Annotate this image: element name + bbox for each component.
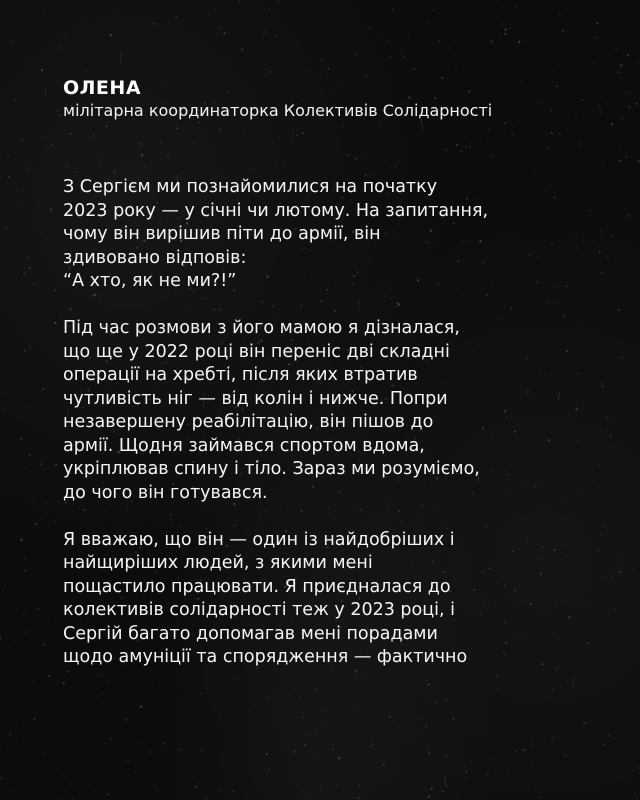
text-line: Сергій багато допомагав мені порадами bbox=[63, 623, 438, 644]
text-line: чому він вирішив піти до армії, він bbox=[63, 224, 381, 244]
text-line: що ще у 2022 році він переніс дві складні bbox=[63, 341, 450, 362]
text-line: Під час розмови з його мамою я дізналася, bbox=[63, 318, 460, 338]
paragraph-3 bbox=[63, 529, 593, 670]
text-line: армії. Щодня займався спортом вдома, bbox=[63, 435, 425, 456]
text-line: найщиріших людей, з якими мені bbox=[63, 553, 373, 573]
text-line: щодо амуніції та спорядження — фактично bbox=[63, 647, 468, 667]
text-line: здивовано відповів: bbox=[63, 247, 247, 268]
text-line: укріплював спину і тіло. Зараз ми розуміємо, bbox=[63, 459, 480, 479]
text-line: чутливість ніг — від колін і нижче. Попри bbox=[63, 388, 448, 409]
text-line: незавершену реабілітацію, він пішов до bbox=[63, 412, 434, 432]
paragraph-2 bbox=[63, 317, 593, 505]
text-line: операції на хребті, після яких втратив bbox=[63, 365, 418, 385]
text-line: пощастило працювати. Я приєдналася до bbox=[63, 576, 451, 597]
text-line: 2023 року — у січні чи лютому. На запитання, bbox=[63, 200, 489, 221]
text-line: Я вважаю, що він — один із найдобріших і bbox=[63, 529, 455, 550]
text-line: до чого він готувався. bbox=[63, 482, 268, 503]
person-role: мілітарна координаторка Колективів Солідарності bbox=[63, 101, 493, 120]
quote-body bbox=[63, 176, 593, 693]
person-name: ОЛЕНА bbox=[63, 77, 142, 99]
header bbox=[63, 76, 603, 122]
text-line: З Сергієм ми познайомилися на початку bbox=[63, 177, 438, 197]
text-line: колективів солідарності теж у 2023 році, і bbox=[63, 600, 455, 620]
paragraph-1 bbox=[63, 176, 593, 294]
text-line: “А хто, як не ми?!” bbox=[63, 271, 237, 291]
